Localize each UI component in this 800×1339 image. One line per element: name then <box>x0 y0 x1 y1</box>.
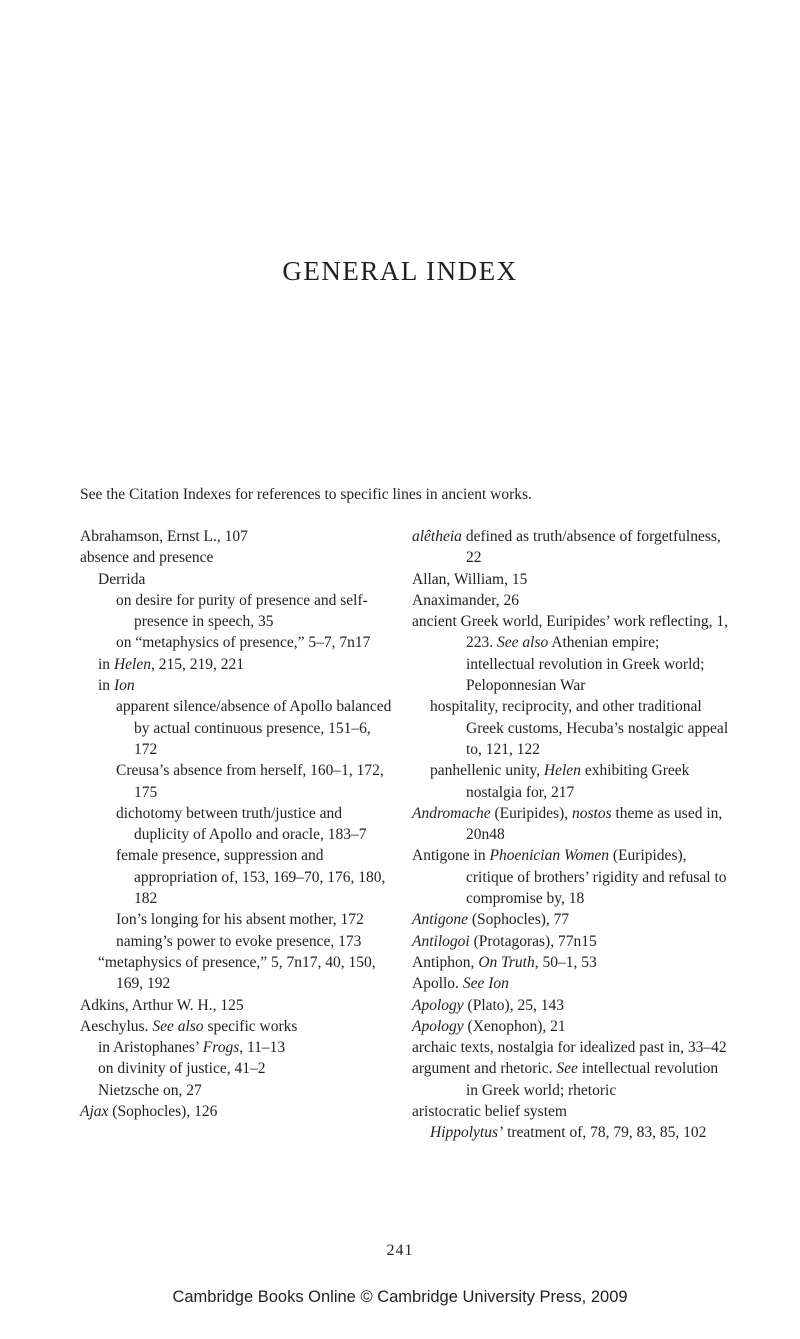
entry-text: Antilogoi <box>412 932 470 950</box>
index-subentry <box>412 696 732 760</box>
entry-text: female presence, suppression and appropriation of, 153, 169–70, 176, 180, 182 <box>116 847 386 908</box>
index-column-left <box>80 526 395 1122</box>
index-entry <box>80 547 395 568</box>
entry-text: nostos <box>572 804 612 822</box>
entry-text: theme as used in, 20n48 <box>466 804 723 844</box>
index-entry <box>412 909 732 930</box>
index-subentry <box>80 1058 395 1079</box>
entry-text: ancient Greek world, Euripides’ work reflecting, 1, 223. <box>412 613 729 652</box>
entry-text: Athenian empire; intellectual revolution in Greek world; Peloponnesian War <box>466 634 705 695</box>
entry-text: (Sophocles), 126 <box>108 1103 218 1121</box>
entry-text: apparent silence/absence of Apollo balanced by actual continuous presence, 151–6, 172 <box>116 698 392 758</box>
index-subentry <box>80 952 395 995</box>
index-entry <box>80 526 395 547</box>
entry-text: in <box>98 655 114 673</box>
entry-text: intellectual revolution in Greek world; rhetoric <box>466 1060 719 1099</box>
entry-text: on “metaphysics of presence,” 5–7, 7n17 <box>116 634 371 652</box>
entry-text: See also <box>497 634 549 652</box>
entry-text: Ajax <box>80 1103 109 1121</box>
index-title: GENERAL INDEX <box>282 256 518 286</box>
entry-text: Helen <box>113 655 151 673</box>
entry-text: See Ion <box>462 975 509 993</box>
index-subentry <box>80 569 395 590</box>
entry-text: See <box>556 1060 578 1078</box>
index-entry <box>412 995 732 1016</box>
entry-text: on desire for purity of presence and self-presence in speech, 35 <box>116 591 368 631</box>
entry-text: Antiphon, <box>412 953 479 971</box>
entry-text: Nietzsche on, 27 <box>98 1081 202 1099</box>
entry-text: Phoenician Women <box>489 847 610 865</box>
index-entry <box>412 845 732 909</box>
index-subentry <box>80 1037 395 1058</box>
entry-text: archaic texts, nostalgia for idealized past in, 33–42 <box>412 1039 727 1057</box>
index-entry <box>412 1101 732 1122</box>
entry-text: defined as truth/absence of forgetfulness, 22 <box>461 528 721 567</box>
index-subentry <box>412 1122 732 1143</box>
entry-text: Abrahamson, Ernst L., 107 <box>80 528 248 545</box>
entry-text: Apollo. <box>412 975 463 993</box>
entry-text: aristocratic belief system <box>412 1103 567 1121</box>
index-entry <box>412 590 732 611</box>
index-entry <box>412 952 732 973</box>
entry-text: On Truth <box>478 953 535 971</box>
index-subentry <box>80 909 395 930</box>
entry-text: Ion <box>113 677 135 695</box>
entry-text: alêtheia <box>412 528 462 545</box>
index-entry <box>412 1058 732 1101</box>
entry-text: (Xenophon), 21 <box>463 1017 566 1035</box>
entry-text: Hippolytus’ <box>430 1124 504 1142</box>
entry-text: , 50–1, 53 <box>534 953 597 971</box>
entry-text: panhellenic unity, <box>430 762 544 780</box>
index-entry <box>412 526 732 569</box>
entry-text: Creusa’s absence from herself, 160–1, 172, 175 <box>116 762 384 801</box>
index-subentry <box>412 760 732 803</box>
index-subentry <box>80 845 395 909</box>
index-entry <box>412 569 732 590</box>
entry-text: absence and presence <box>80 549 214 567</box>
entry-text: hospitality, reciprocity, and other traditional Greek customs, Hecuba’s nostalgic appeal to, 121, 122 <box>430 698 729 758</box>
entry-text: See also <box>152 1017 204 1035</box>
index-entry <box>412 611 732 696</box>
index-subentry <box>80 590 395 633</box>
citation-note: See the Citation Indexes for references to specific lines in ancient works. <box>80 486 532 503</box>
index-column-right <box>412 526 732 1144</box>
entry-text: (Euripides), <box>490 804 572 822</box>
entry-text: (Euripides), critique of brothers’ rigidity and refusal to compromise by, 18 <box>466 847 727 908</box>
index-entry <box>412 973 732 994</box>
entry-text: (Sophocles), 77 <box>467 911 570 929</box>
entry-text: Adkins, Arthur W. H., 125 <box>80 996 244 1014</box>
entry-text: treatment of, 78, 79, 83, 85, 102 <box>503 1124 707 1142</box>
entry-text: (Plato), 25, 143 <box>463 996 564 1014</box>
index-subentry <box>80 632 395 653</box>
entry-text: , 11–13 <box>239 1039 286 1057</box>
index-entry <box>80 995 395 1016</box>
entry-text: Apology <box>412 996 464 1014</box>
entry-text: Frogs <box>202 1039 240 1057</box>
entry-text: Antigone in <box>412 847 490 865</box>
entry-text: specific works <box>203 1017 298 1035</box>
index-subentry <box>80 931 395 952</box>
copyright-footer: Cambridge Books Online © Cambridge University Press, 2009 <box>172 1288 628 1306</box>
entry-text: Ion’s longing for his absent mother, 172 <box>116 911 364 929</box>
index-subentry <box>80 654 395 675</box>
index-subentry <box>80 675 395 696</box>
entry-text: Derrida <box>98 570 146 588</box>
index-entry <box>412 1016 732 1037</box>
entry-text: Helen <box>543 762 581 780</box>
entry-text: “metaphysics of presence,” 5, 7n17, 40, 150, 169, 192 <box>98 953 376 993</box>
entry-text: Anaximander, 26 <box>412 591 519 609</box>
page-number: 241 <box>386 1242 414 1259</box>
entry-text: Antigone <box>412 911 468 929</box>
entry-text: (Protagoras), 77n15 <box>469 932 597 950</box>
entry-text: exhibiting Greek nostalgia for, 217 <box>466 762 690 801</box>
entry-text: naming’s power to evoke presence, 173 <box>116 932 362 950</box>
index-entry <box>412 1037 732 1058</box>
index-entry <box>80 1101 395 1122</box>
index-subentry <box>80 760 395 803</box>
index-subentry <box>80 1080 395 1101</box>
entry-text: Allan, William, 15 <box>412 570 528 588</box>
entry-text: on divinity of justice, 41–2 <box>98 1060 266 1078</box>
index-subentry <box>80 803 395 846</box>
entry-text: in Aristophanes’ <box>98 1039 203 1057</box>
entry-text: dichotomy between truth/justice and duplicity of Apollo and oracle, 183–7 <box>116 804 367 844</box>
entry-text: argument and rhetoric. <box>412 1060 557 1078</box>
index-entry <box>412 803 732 846</box>
index-entry <box>412 931 732 952</box>
entry-text: Apology <box>412 1017 464 1035</box>
entry-text: Aeschylus. <box>80 1017 153 1035</box>
entry-text: , 215, 219, 221 <box>150 655 244 673</box>
entry-text: in <box>98 677 114 695</box>
entry-text: Andromache <box>412 804 491 822</box>
index-subentry <box>80 696 395 760</box>
index-entry <box>80 1016 395 1037</box>
